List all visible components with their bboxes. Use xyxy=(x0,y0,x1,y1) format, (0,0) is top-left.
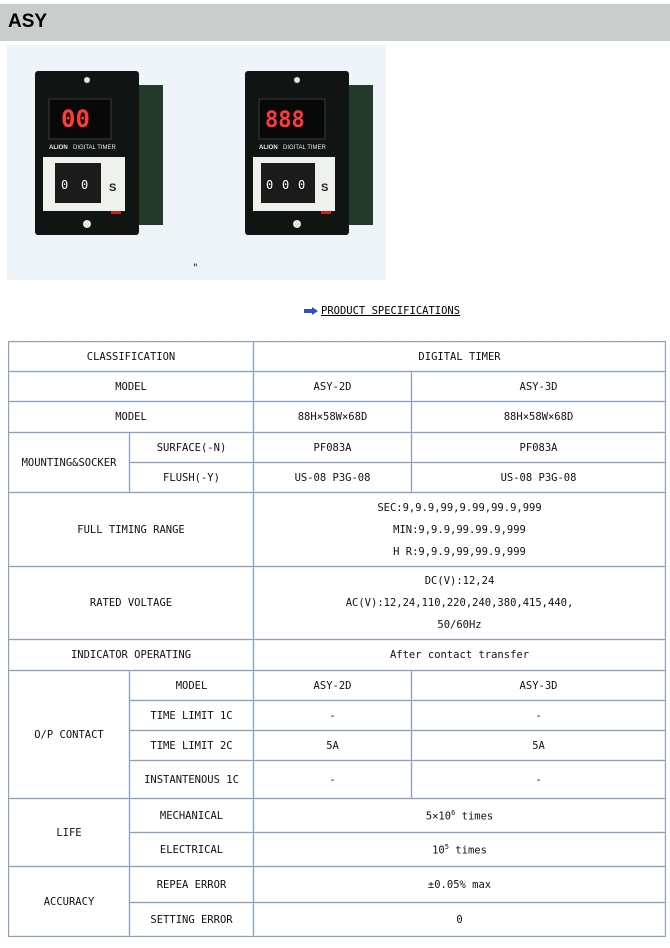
surface-label: SURFACE(-N) xyxy=(130,433,254,463)
svg-text:0: 0 xyxy=(81,178,89,192)
svg-text:DIGITAL TIMER: DIGITAL TIMER xyxy=(283,145,326,151)
limit2-a: 5A xyxy=(254,731,412,761)
table-row xyxy=(9,867,666,903)
flush-b: US-08 P3G-08 xyxy=(412,463,666,493)
limit2-label: TIME LIMIT 2C xyxy=(130,731,254,761)
contact-model-b: ASY-3D xyxy=(412,671,666,701)
contact-label: O/P CONTACT xyxy=(9,671,130,799)
table-row xyxy=(9,799,666,833)
setting-value: 0 xyxy=(254,903,666,937)
timing-label: FULL TIMING RANGE xyxy=(9,493,254,567)
indicator-value: After contact transfer xyxy=(254,640,666,671)
spec-heading[interactable] xyxy=(304,305,460,317)
size-b: 88H×58W×68D xyxy=(412,402,666,433)
arrow-right-icon xyxy=(304,307,318,315)
flush-label: FLUSH(-Y) xyxy=(130,463,254,493)
svg-text:0: 0 xyxy=(298,178,306,192)
svg-text:00: 00 xyxy=(61,105,90,133)
svg-text:0: 0 xyxy=(282,178,290,192)
limit1-b: - xyxy=(412,701,666,731)
table-row xyxy=(9,640,666,671)
svg-text:ALION: ALION xyxy=(259,145,278,151)
contact-model-a: ASY-2D xyxy=(254,671,412,701)
svg-text:888: 888 xyxy=(265,108,305,133)
accuracy-label: ACCURACY xyxy=(9,867,130,937)
voltage-values: DC(V):12,24 AC(V):12,24,110,220,240,380,415,440, 50/60Hz xyxy=(254,567,666,640)
inst-b: - xyxy=(412,761,666,799)
svg-text:S: S xyxy=(109,182,117,194)
flush-a: US-08 P3G-08 xyxy=(254,463,412,493)
contact-model-label: MODEL xyxy=(130,671,254,701)
life-label: LIFE xyxy=(9,799,130,867)
timer-asy-2d-image xyxy=(35,67,167,235)
svg-text:0: 0 xyxy=(61,178,69,192)
timer-asy-3d-image xyxy=(245,67,377,235)
table-row xyxy=(9,433,666,463)
repeat-label: REPEA ERROR xyxy=(130,867,254,903)
classification-label: CLASSIFICATION xyxy=(9,342,254,372)
model-b: ASY-3D xyxy=(412,372,666,402)
page-title: ASY xyxy=(8,11,48,32)
surface-b: PF083A xyxy=(412,433,666,463)
product-photo xyxy=(7,45,386,280)
size-label: MODEL xyxy=(9,402,254,433)
svg-text:S: S xyxy=(321,182,329,194)
inst-a: - xyxy=(254,761,412,799)
surface-a: PF083A xyxy=(254,433,412,463)
indicator-label: INDICATOR OPERATING xyxy=(9,640,254,671)
svg-text:ALION: ALION xyxy=(49,145,68,151)
svg-text:DIGITAL TIMER: DIGITAL TIMER xyxy=(73,145,116,151)
table-row xyxy=(9,402,666,433)
table-row xyxy=(9,342,666,372)
spec-heading-label: PRODUCT SPECIFICATIONS xyxy=(321,305,461,317)
table-row xyxy=(9,567,666,640)
voltage-label: RATED VOLTAGE xyxy=(9,567,254,640)
classification-value: DIGITAL TIMER xyxy=(254,342,666,372)
repeat-value: ±0.05% max xyxy=(254,867,666,903)
limit1-label: TIME LIMIT 1C xyxy=(130,701,254,731)
model-label: MODEL xyxy=(9,372,254,402)
model-a: ASY-2D xyxy=(254,372,412,402)
limit2-b: 5A xyxy=(412,731,666,761)
electrical-value: $10^5$ times xyxy=(254,833,666,867)
svg-text:0: 0 xyxy=(266,178,274,192)
page-header xyxy=(0,4,670,41)
size-a: 88H×58W×68D xyxy=(254,402,412,433)
limit1-a: - xyxy=(254,701,412,731)
timing-values: SEC:9,9.9,99,9.99,99.9,999 MIN:9,9.9,99.99.9,999 H R:9,9.9,99,99.9,999 xyxy=(254,493,666,567)
electrical-label: ELECTRICAL xyxy=(130,833,254,867)
photo-caption: " xyxy=(193,263,198,274)
mounting-label: MOUNTING&SOCKER xyxy=(9,433,130,493)
table-row xyxy=(9,372,666,402)
mechanical-label: MECHANICAL xyxy=(130,799,254,833)
spec-table xyxy=(8,341,666,937)
table-row xyxy=(9,671,666,701)
mechanical-value: $5\times 10^6$ times xyxy=(254,799,666,833)
inst-label: INSTANTENOUS 1C xyxy=(130,761,254,799)
setting-label: SETTING ERROR xyxy=(130,903,254,937)
table-row xyxy=(9,493,666,567)
